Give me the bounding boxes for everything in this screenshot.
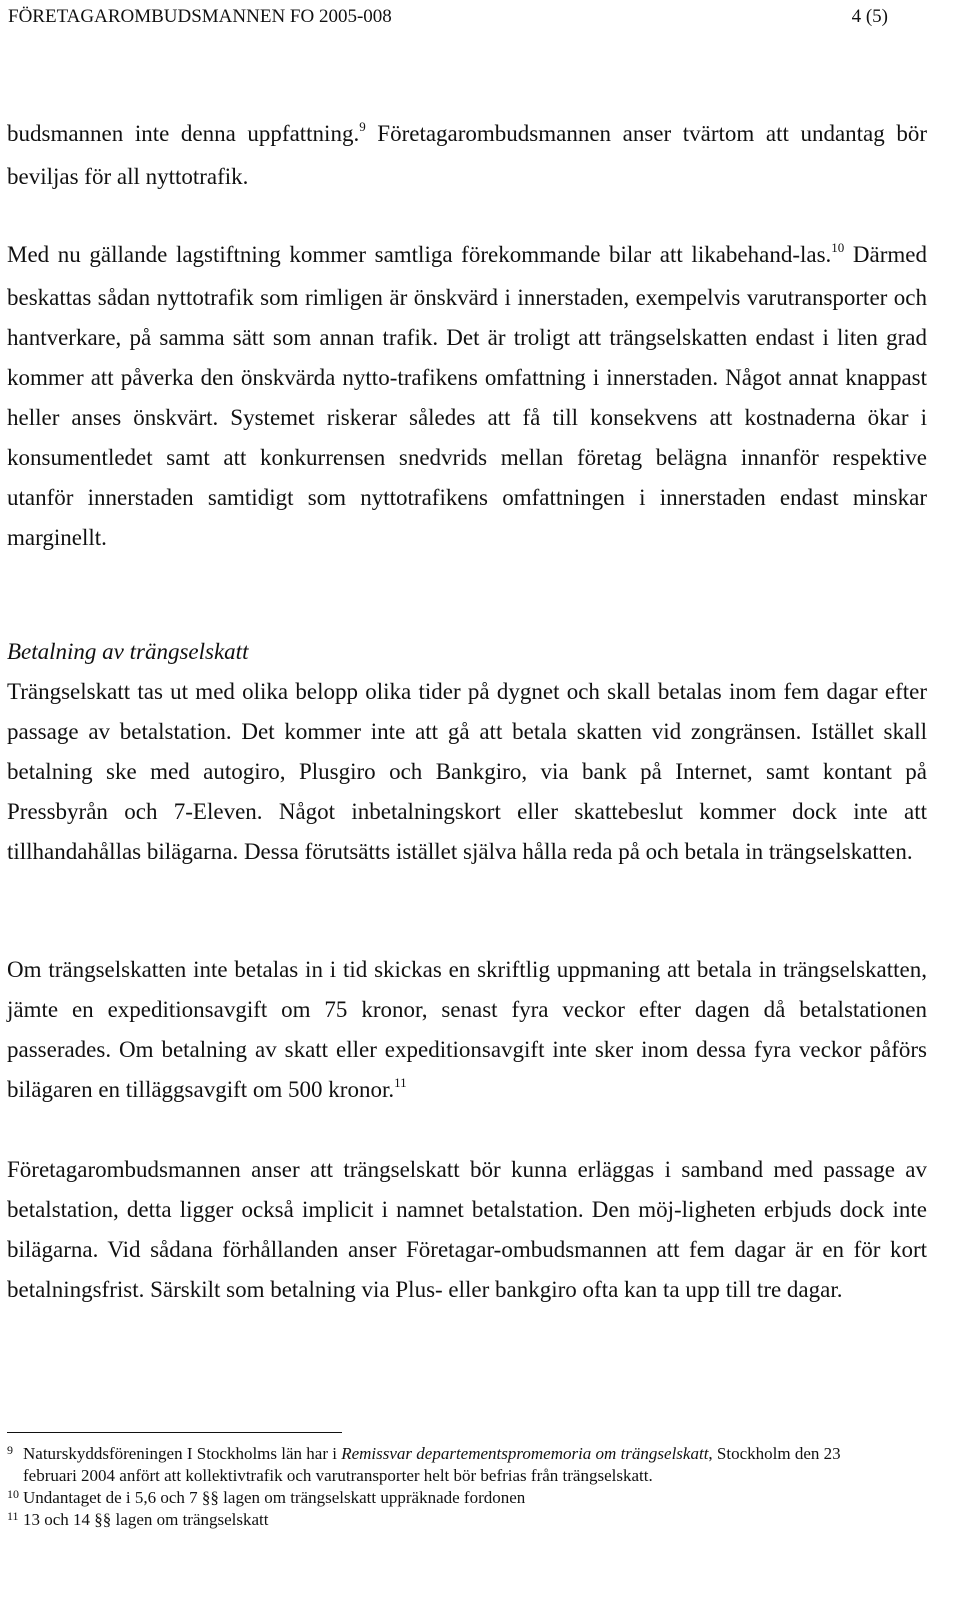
footnote-ref-11[interactable]: 11 bbox=[394, 1075, 407, 1090]
paragraph-1-text-a: budsmannen inte denna uppfattning. bbox=[7, 121, 360, 146]
footnote-separator bbox=[7, 1432, 342, 1433]
paragraph-1-text-b: Företagarombudsmannen anser tvärtom att undantag bör beviljas för all nyttotrafik. bbox=[7, 121, 927, 189]
footnote-11 bbox=[7, 1509, 887, 1531]
footnote-text: 13 och 14 §§ lagen om trängselskatt bbox=[23, 1510, 269, 1529]
page-number: 4 (5) bbox=[851, 6, 888, 27]
document-title: FÖRETAGAROMBUDSMANNEN FO 2005-008 bbox=[8, 6, 392, 27]
footnote-number: 10 bbox=[7, 1487, 19, 1501]
paragraph-3: Trängselskatt tas ut med olika belopp olika tider på dygnet och skall betalas inom fem dagar efter passage av betalstation. Det kommer inte att gå att betala skatten vid zongränsen. Istället skall betalning ske med autogiro, Plusgiro och Bankgiro, via bank på Internet, samt kontant på Pressbyrån och 7-Eleven. Något inbetalningskort eller skattebeslut kommer dock inte att tillhandahållas bilägarna. Dessa förutsätts istället själva hålla reda på och betala in trängselskatten. bbox=[7, 679, 927, 864]
footnote-10 bbox=[7, 1487, 887, 1509]
footnote-text: Naturskyddsföreningen I Stockholms län har i bbox=[23, 1444, 342, 1463]
paragraph-4-text: Om trängselskatten inte betalas in i tid skickas en skriftlig uppmaning att betala in trängselskatten, jämte en expeditionsavgift om 75 kronor, senast fyra veckor efter dagen då betalstationen passerades. Om betalning av skatt eller expeditionsavgift inte sker inom dessa fyra veckor påförs bilägaren en tilläggsavgift om 500 kronor. bbox=[7, 957, 927, 1102]
section-heading: Betalning av trängselskatt bbox=[7, 639, 249, 664]
page-header bbox=[8, 2, 888, 32]
footnote-ref-10[interactable]: 10 bbox=[831, 240, 845, 255]
footnote-number: 11 bbox=[7, 1509, 19, 1523]
footnote-number: 9 bbox=[7, 1443, 13, 1457]
footnote-italic-title: Remissvar departementspromemoria om trängselskatt bbox=[341, 1444, 709, 1463]
footnotes bbox=[7, 1443, 887, 1531]
paragraph-2-text-b: Därmed beskattas sådan nyttotrafik som rimligen är önskvärd i innerstaden, exempelvis varutransporter och hantverkare, på samma sätt som annan trafik. Det är troligt att trängselskatten endast i liten grad kommer att påverka den önskvärda nytto-trafikens omfattning i innerstaden. Något annat knappast heller anses önskvärt. Systemet riskerar således att få till konsekvens att kostnaderna ökar i konsumentledet samt att konkurrensen snedvrids mellan företag belägna innanför respektive utanför innerstaden samtidigt som nyttotrafikens omfattningen i innerstaden endast minskar marginellt. bbox=[7, 242, 928, 550]
paragraph-5: Företagarombudsmannen anser att trängselskatt bör kunna erläggas i samband med passage av betalstation, detta ligger också implicit i namnet betalstation. Den möj-ligheten erbjuds dock inte bilägarna. Vid sådana förhållanden anser Företagar-ombudsmannen att fem dagar är en för kort betalningsfrist. Särskilt som betalning via Plus- eller bankgiro ofta kan ta upp till tre dagar. bbox=[7, 1157, 927, 1302]
paragraph-4 bbox=[7, 950, 927, 1113]
paragraph-2-text-a: Med nu gällande lagstiftning kommer samtliga förekommande bilar att likabehand-las. bbox=[7, 242, 832, 267]
footnote-ref-9[interactable]: 9 bbox=[359, 119, 366, 134]
footnote-9 bbox=[7, 1443, 887, 1487]
paragraph-1 bbox=[7, 114, 927, 197]
footnote-text: Undantaget de i 5,6 och 7 §§ lagen om trängselskatt uppräknade fordonen bbox=[23, 1488, 526, 1507]
paragraph-2 bbox=[7, 235, 927, 558]
footnote-text-continued: , Stockholm den 23 februari 2004 anfört att kollektivtrafik och varutransporter helt bör befrias från trängselskatt. bbox=[23, 1444, 841, 1485]
